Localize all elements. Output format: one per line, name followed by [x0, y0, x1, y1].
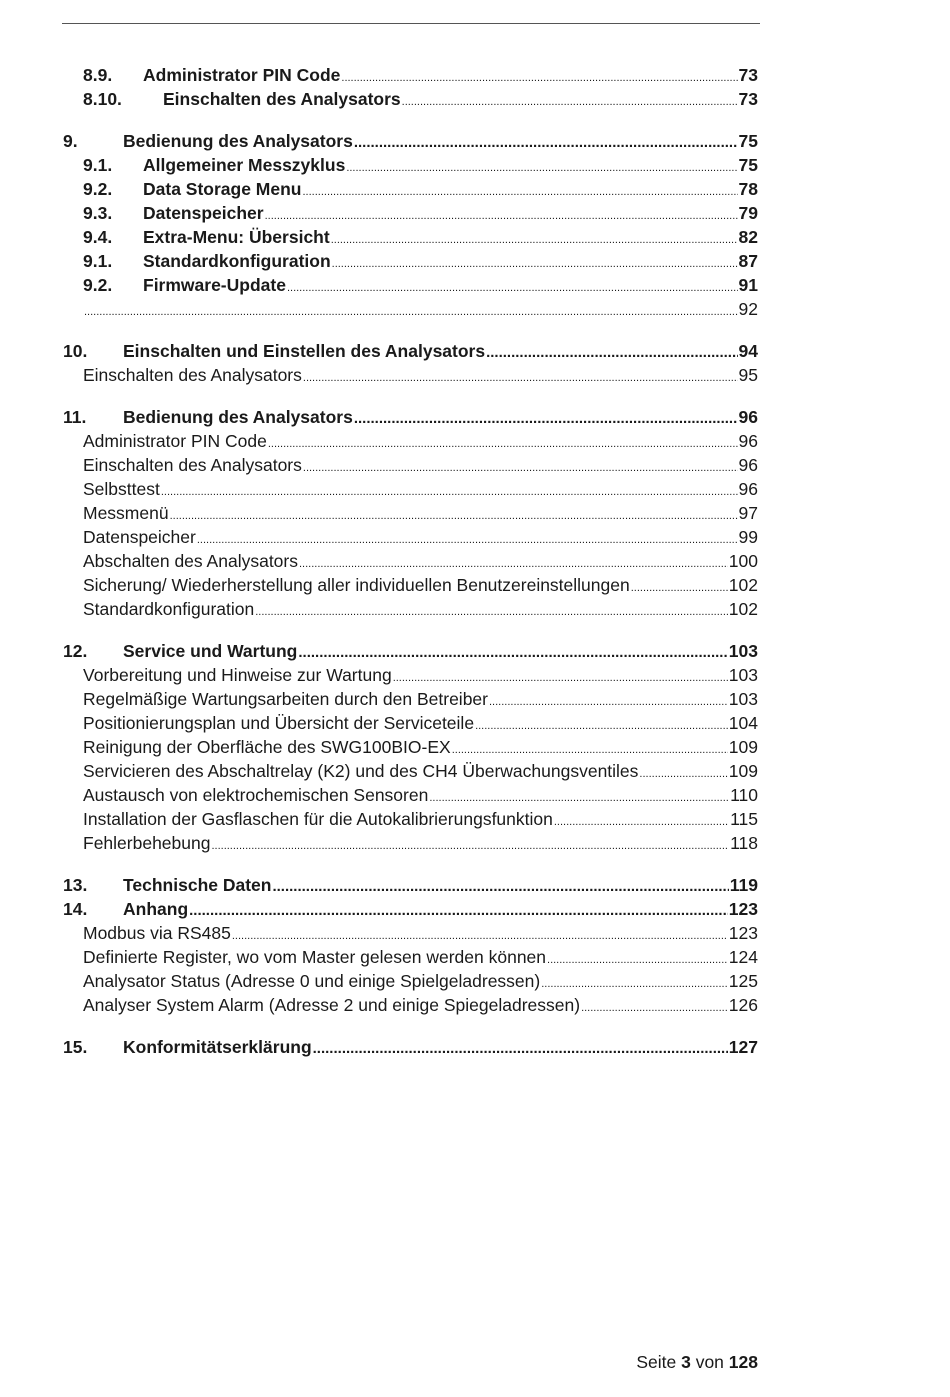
- toc-entry-page: 96: [738, 455, 758, 475]
- toc-entry[interactable]: [63, 249, 758, 273]
- toc-entry-number: 9.1.: [83, 155, 113, 175]
- toc-entry-page: 123: [728, 923, 758, 943]
- toc-entry-page: 94: [738, 341, 758, 361]
- toc-leader-dots: [331, 225, 738, 252]
- toc-entry-title: Datenspeicher: [143, 203, 264, 223]
- toc-entry-title: Data Storage Menu: [143, 179, 302, 199]
- toc-entry[interactable]: [63, 339, 758, 363]
- toc-entry-title: Regelmäßige Wartungsarbeiten durch den Betreiber: [83, 689, 488, 709]
- toc-entry-page: 99: [738, 527, 758, 547]
- toc-entry-page: 73: [738, 89, 758, 109]
- toc-entry[interactable]: [63, 129, 758, 153]
- toc-entry[interactable]: [63, 273, 758, 297]
- toc-entry-page: 91: [738, 275, 758, 295]
- toc-leader-dots: [402, 87, 738, 114]
- toc-entry-page: 103: [728, 641, 758, 661]
- toc-entry-page: 95: [738, 365, 758, 385]
- toc-entry-number: 9.2.: [83, 179, 113, 199]
- toc-entry-title: Reinigung der Oberfläche des SWG100BIO-EX: [83, 737, 451, 757]
- toc-entry-number: 14.: [63, 899, 88, 919]
- toc-entry-title: Messmenü: [83, 503, 169, 523]
- toc-leader-dots: [489, 687, 728, 714]
- toc-entry-page: 109: [728, 737, 758, 757]
- toc-leader-dots: [268, 429, 738, 456]
- toc-entry-title: Installation der Gasflaschen für die Autokalibrierungsfunktion: [83, 809, 553, 829]
- toc-entry-page: 125: [728, 971, 758, 991]
- toc-entry-number: 15.: [63, 1037, 88, 1057]
- toc-entry-page: 127: [728, 1037, 758, 1057]
- toc-entry-number: 9.3.: [83, 203, 113, 223]
- toc-leader-dots: [332, 249, 738, 276]
- toc-entry[interactable]: [63, 1035, 758, 1059]
- toc-entry-page: 92: [738, 299, 758, 319]
- toc-entry[interactable]: [63, 783, 758, 807]
- toc-entry[interactable]: [63, 735, 758, 759]
- toc-entry-title: Positionierungsplan und Übersicht der Serviceteile: [83, 713, 475, 733]
- toc-leader-dots: [211, 831, 729, 858]
- toc-entry-number: 10.: [63, 341, 88, 361]
- toc-leader-dots: [84, 297, 738, 324]
- toc-entry-title: Bedienung des Analysators: [123, 131, 353, 151]
- toc-entry-title: Service und Wartung: [123, 641, 298, 661]
- toc-entry[interactable]: [63, 453, 758, 477]
- toc-entry-title: Analysator Status (Adresse 0 und einige Spielgeladressen): [83, 971, 541, 991]
- toc-entry-title: Allgemeiner Messzyklus: [143, 155, 346, 175]
- toc-leader-dots: [197, 525, 738, 552]
- toc-entry-number: 9.4.: [83, 227, 113, 247]
- toc-entry[interactable]: [63, 549, 758, 573]
- toc-entry-title: Konformitätserklärung: [123, 1037, 312, 1057]
- toc-entry-page: 118: [730, 833, 758, 853]
- toc-entry-title: Sicherung/ Wiederherstellung aller individuellen Benutzereinstellungen: [83, 575, 630, 595]
- toc-entry-title: Einschalten des Analysators: [83, 455, 302, 475]
- toc-entry[interactable]: [63, 969, 758, 993]
- toc-entry-number: 9.1.: [83, 251, 113, 271]
- toc-entry[interactable]: [63, 177, 758, 201]
- toc-entry[interactable]: [63, 297, 758, 321]
- toc-leader-dots: [161, 477, 738, 504]
- toc-leader-dots: [346, 153, 737, 180]
- toc-entry-title: Technische Daten: [123, 875, 272, 895]
- toc-entry-page: 119: [729, 875, 758, 895]
- toc-entry-title: Standardkonfiguration: [143, 251, 331, 271]
- toc-entry-number: 9.2.: [83, 275, 113, 295]
- toc-leader-dots: [189, 897, 728, 923]
- toc-entry-page: 100: [728, 551, 758, 571]
- toc-entry[interactable]: [63, 63, 758, 87]
- toc-entry-page: 102: [728, 575, 758, 595]
- toc-entry-title: Firmware-Update: [143, 275, 286, 295]
- toc-entry[interactable]: [63, 429, 758, 453]
- toc-entry-title: Einschalten und Einstellen des Analysators: [123, 341, 486, 361]
- toc-entry-title: Standardkonfiguration: [83, 599, 255, 619]
- toc-entry-page: 75: [738, 131, 758, 151]
- toc-entry[interactable]: [63, 945, 758, 969]
- toc-entry[interactable]: [63, 993, 758, 1017]
- toc-entry[interactable]: [63, 501, 758, 525]
- toc-entry-number: 12.: [63, 641, 88, 661]
- toc-entry[interactable]: [63, 597, 758, 621]
- footer-prefix: Seite: [636, 1352, 677, 1372]
- toc-entry-title: Modbus via RS485: [83, 923, 231, 943]
- toc-entry-page: 97: [738, 503, 758, 523]
- toc-entry-title: Administrator PIN Code: [83, 431, 267, 451]
- toc-entry-page: 126: [728, 995, 758, 1015]
- toc-leader-dots: [581, 993, 728, 1020]
- toc-entry-title: Selbsttest: [83, 479, 160, 499]
- toc-entry[interactable]: [63, 525, 758, 549]
- toc-leader-dots: [313, 1035, 728, 1061]
- toc-entry[interactable]: [63, 921, 758, 945]
- toc-entry-title: Administrator PIN Code: [143, 65, 341, 85]
- toc-entry-title: Servicieren des Abschaltrelay (K2) und des CH4 Überwachungsventiles: [83, 761, 639, 781]
- toc-entry[interactable]: [63, 759, 758, 783]
- toc-entry[interactable]: [63, 639, 758, 663]
- toc-leader-dots: [475, 711, 728, 738]
- toc-entry-title: Anhang: [123, 899, 189, 919]
- toc-entry[interactable]: [63, 687, 758, 711]
- toc-leader-dots: [554, 807, 729, 834]
- toc-entry[interactable]: [63, 363, 758, 387]
- toc-entry-page: 110: [730, 785, 758, 805]
- header-rule: [62, 23, 760, 24]
- toc-leader-dots: [354, 405, 738, 431]
- toc-leader-dots: [541, 969, 728, 996]
- toc-leader-dots: [354, 129, 738, 155]
- toc-entry-title: Fehlerbehebung: [83, 833, 211, 853]
- toc-entry-title: Abschalten des Analysators: [83, 551, 298, 571]
- toc-entry-page: 75: [738, 155, 758, 175]
- toc-entry-title: Bedienung des Analysators: [123, 407, 353, 427]
- toc-entry-page: 96: [738, 407, 758, 427]
- toc-entry[interactable]: [63, 87, 758, 111]
- toc-leader-dots: [303, 363, 738, 390]
- toc-entry-page: 104: [728, 713, 758, 733]
- toc-entry-title: Einschalten des Analysators: [83, 365, 302, 385]
- footer-current-page: 3: [681, 1352, 691, 1372]
- toc-entry[interactable]: [63, 225, 758, 249]
- toc-entry[interactable]: [63, 405, 758, 429]
- toc-leader-dots: [298, 639, 727, 665]
- toc-entry[interactable]: [63, 897, 758, 921]
- footer-total-pages: 128: [728, 1352, 758, 1372]
- toc-entry-title: Analyser System Alarm (Adresse 2 und einige Spiegeladressen): [83, 995, 581, 1015]
- toc-leader-dots: [299, 549, 728, 576]
- toc-entry[interactable]: [63, 573, 758, 597]
- toc-entry[interactable]: [63, 807, 758, 831]
- toc-entry-title: Vorbereitung und Hinweise zur Wartung: [83, 665, 392, 685]
- toc-leader-dots: [255, 597, 728, 624]
- toc-entry-page: 124: [728, 947, 758, 967]
- toc-leader-dots: [287, 273, 738, 300]
- toc-entry-title: Austausch von elektrochemischen Sensoren: [83, 785, 429, 805]
- toc-leader-dots: [303, 453, 738, 480]
- toc-leader-dots: [393, 663, 728, 690]
- toc-leader-dots: [232, 921, 728, 948]
- toc-entry[interactable]: [63, 873, 758, 897]
- toc-leader-dots: [452, 735, 728, 762]
- toc-entry-page: 109: [728, 761, 758, 781]
- toc-entry-number: 9.: [63, 131, 78, 151]
- toc-entry-page: 87: [738, 251, 758, 271]
- toc-entry-page: 103: [728, 689, 758, 709]
- toc-entry[interactable]: [63, 831, 758, 855]
- toc-entry-title: Einschalten des Analysators: [163, 89, 401, 109]
- toc-leader-dots: [341, 63, 737, 90]
- toc-entry-page: 79: [738, 203, 758, 223]
- toc-entry-number: 11.: [63, 407, 87, 427]
- toc-entry-page: 82: [738, 227, 758, 247]
- page-footer: [600, 1350, 758, 1374]
- toc-entry-number: 13.: [63, 875, 88, 895]
- toc-entry-page: 123: [728, 899, 758, 919]
- footer-middle: von: [695, 1352, 724, 1372]
- toc-leader-dots: [639, 759, 727, 786]
- toc-entry-number: 8.10.: [83, 89, 122, 109]
- toc-entry[interactable]: [63, 711, 758, 735]
- toc-entry[interactable]: [63, 663, 758, 687]
- toc-entry-page: 96: [738, 479, 758, 499]
- table-of-contents: [63, 63, 758, 1059]
- toc-entry-page: 73: [738, 65, 758, 85]
- toc-entry-page: 96: [738, 431, 758, 451]
- toc-entry-page: 103: [728, 665, 758, 685]
- toc-entry-page: 115: [730, 809, 758, 829]
- toc-leader-dots: [429, 783, 729, 810]
- toc-leader-dots: [303, 177, 738, 204]
- toc-entry-title: Datenspeicher: [83, 527, 196, 547]
- toc-leader-dots: [272, 873, 728, 899]
- toc-entry[interactable]: [63, 477, 758, 501]
- toc-entry-page: 102: [728, 599, 758, 619]
- toc-leader-dots: [170, 501, 738, 528]
- toc-leader-dots: [547, 945, 728, 972]
- toc-entry-title: Definierte Register, wo vom Master gelesen werden können: [83, 947, 547, 967]
- toc-entry[interactable]: [63, 153, 758, 177]
- toc-leader-dots: [631, 573, 728, 600]
- toc-entry-number: 8.9.: [83, 65, 113, 85]
- toc-entry-title: Extra-Menu: Übersicht: [143, 227, 330, 247]
- toc-entry[interactable]: [63, 201, 758, 225]
- toc-entry-page: 78: [738, 179, 758, 199]
- toc-leader-dots: [486, 339, 737, 365]
- toc-leader-dots: [265, 201, 738, 228]
